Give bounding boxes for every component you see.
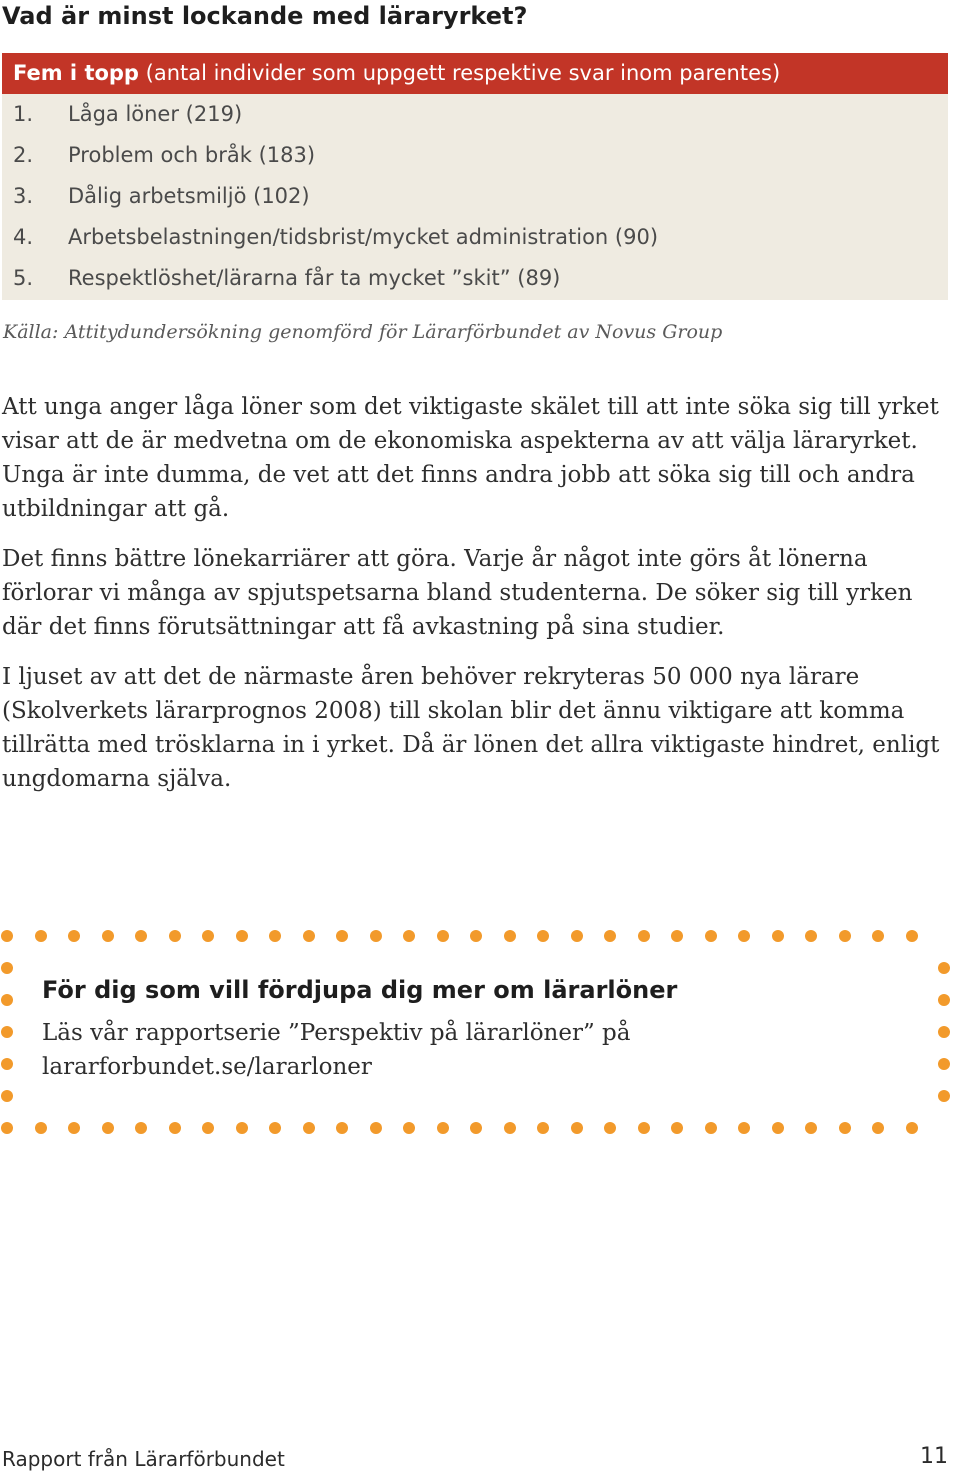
list-item-text: Respektlöshet/lärarna får ta mycket ”skit” (89) bbox=[68, 266, 561, 290]
frame-dot bbox=[437, 1122, 449, 1134]
list-item-number: 5. bbox=[13, 266, 34, 290]
frame-dot bbox=[303, 930, 315, 942]
frame-dot bbox=[671, 930, 683, 942]
frame-dot bbox=[504, 930, 516, 942]
frame-dot bbox=[906, 1122, 918, 1134]
frame-dot bbox=[738, 930, 750, 942]
frame-dot bbox=[671, 1122, 683, 1134]
frame-dot bbox=[1, 994, 13, 1006]
top-five-box bbox=[2, 53, 948, 300]
frame-dot bbox=[705, 930, 717, 942]
frame-dot bbox=[35, 1122, 47, 1134]
paragraph: I ljuset av att det de närmaste åren behöver rekryteras 50 000 nya lärare (Skolverkets lärarprognos 2008) till skolan blir det ännu viktigare att komma tillrätta med trösklarna in i yrket. Då är lönen det allra viktigaste hindret, enligt ungdomarna själva. bbox=[2, 664, 940, 792]
frame-dot bbox=[805, 1122, 817, 1134]
frame-dot bbox=[638, 930, 650, 942]
frame-dot bbox=[872, 930, 884, 942]
callout-line: Läs vår rapportserie ”Perspektiv på lärarlöner” på bbox=[42, 1020, 631, 1046]
paragraph: Att unga anger låga löner som det viktigaste skälet till att inte söka sig till yrket visar att de är medvetna om de ekonomiska aspekterna av att välja läraryrket. Unga är inte dumma, de vet att det finns andra jobb att söka sig till och andra utbildningar att gå. bbox=[2, 394, 939, 522]
frame-dot bbox=[470, 1122, 482, 1134]
page-heading: Vad är minst lockande med läraryrket? bbox=[2, 2, 528, 30]
frame-dot bbox=[169, 1122, 181, 1134]
frame-dot bbox=[403, 930, 415, 942]
frame-dot bbox=[169, 930, 181, 942]
callout-text bbox=[42, 1016, 682, 1084]
frame-dot bbox=[839, 930, 851, 942]
list-item-text: Dålig arbetsmiljö (102) bbox=[68, 184, 310, 208]
frame-dot bbox=[269, 1122, 281, 1134]
frame-dot bbox=[504, 1122, 516, 1134]
frame-dot bbox=[135, 1122, 147, 1134]
frame-dot bbox=[738, 1122, 750, 1134]
frame-dot bbox=[772, 930, 784, 942]
list-item-number: 3. bbox=[13, 184, 34, 208]
list-item-number: 2. bbox=[13, 143, 34, 167]
frame-dot bbox=[906, 930, 918, 942]
frame-dot bbox=[68, 1122, 80, 1134]
frame-dot bbox=[303, 1122, 315, 1134]
frame-dot bbox=[537, 930, 549, 942]
frame-dot bbox=[236, 930, 248, 942]
frame-dot bbox=[638, 1122, 650, 1134]
list-item bbox=[2, 217, 948, 258]
frame-dot bbox=[370, 1122, 382, 1134]
frame-dot bbox=[470, 930, 482, 942]
frame-dot bbox=[938, 1026, 950, 1038]
callout-link[interactable]: lararforbundet.se/lararloner bbox=[42, 1054, 372, 1080]
frame-dot bbox=[705, 1122, 717, 1134]
list-item bbox=[2, 135, 948, 176]
frame-dot bbox=[537, 1122, 549, 1134]
frame-dot bbox=[1, 1026, 13, 1038]
frame-dot bbox=[772, 1122, 784, 1134]
frame-dot bbox=[872, 1122, 884, 1134]
frame-dot bbox=[938, 962, 950, 974]
top-five-header bbox=[2, 53, 948, 94]
frame-dot bbox=[1, 1122, 13, 1134]
body-text bbox=[2, 390, 954, 812]
page-number: 11 bbox=[920, 1444, 948, 1469]
top-five-header-bold: Fem i topp bbox=[13, 61, 139, 85]
list-item-number: 1. bbox=[13, 102, 34, 126]
frame-dot bbox=[1, 1090, 13, 1102]
frame-dot bbox=[1, 962, 13, 974]
frame-dot bbox=[571, 930, 583, 942]
frame-dot bbox=[805, 930, 817, 942]
list-item-text: Låga löner (219) bbox=[68, 102, 243, 126]
frame-dot bbox=[403, 1122, 415, 1134]
paragraph: Det finns bättre lönekarriärer att göra. Varje år något inte görs åt lönerna förlorar vi många av spjutspetsarna bland studenterna. De söker sig till yrken där det finns förutsättningar att få avkastning på sina studier. bbox=[2, 546, 913, 640]
list-item-number: 4. bbox=[13, 225, 34, 249]
frame-dot bbox=[604, 1122, 616, 1134]
frame-dot bbox=[1, 930, 13, 942]
list-item bbox=[2, 176, 948, 217]
list-item bbox=[2, 94, 948, 135]
frame-dot bbox=[35, 930, 47, 942]
frame-dot bbox=[336, 930, 348, 942]
frame-dot bbox=[202, 1122, 214, 1134]
frame-dot bbox=[336, 1122, 348, 1134]
frame-dot bbox=[135, 930, 147, 942]
frame-dot bbox=[370, 930, 382, 942]
list-item-text: Arbetsbelastningen/tidsbrist/mycket administration (90) bbox=[68, 225, 659, 249]
footer-publication: Rapport från Lärarförbundet bbox=[2, 1447, 285, 1471]
top-five-list bbox=[2, 94, 948, 299]
frame-dot bbox=[938, 1090, 950, 1102]
list-item-text: Problem och bråk (183) bbox=[68, 143, 316, 167]
frame-dot bbox=[68, 930, 80, 942]
source-note: Källa: Attitydundersökning genomförd för Lärarförbundet av Novus Group bbox=[3, 321, 723, 343]
frame-dot bbox=[202, 930, 214, 942]
frame-dot bbox=[102, 930, 114, 942]
callout-title: För dig som vill fördjupa dig mer om lärarlöner bbox=[42, 976, 678, 1004]
frame-dot bbox=[938, 994, 950, 1006]
frame-dot bbox=[839, 1122, 851, 1134]
frame-dot bbox=[938, 1058, 950, 1070]
frame-dot bbox=[1, 1058, 13, 1070]
frame-dot bbox=[236, 1122, 248, 1134]
frame-dot bbox=[571, 1122, 583, 1134]
frame-dot bbox=[604, 930, 616, 942]
frame-dot bbox=[269, 930, 281, 942]
list-item bbox=[2, 258, 948, 299]
frame-dot bbox=[437, 930, 449, 942]
frame-dot bbox=[102, 1122, 114, 1134]
top-five-header-note: (antal individer som uppgett respektive svar inom parentes) bbox=[138, 61, 781, 85]
